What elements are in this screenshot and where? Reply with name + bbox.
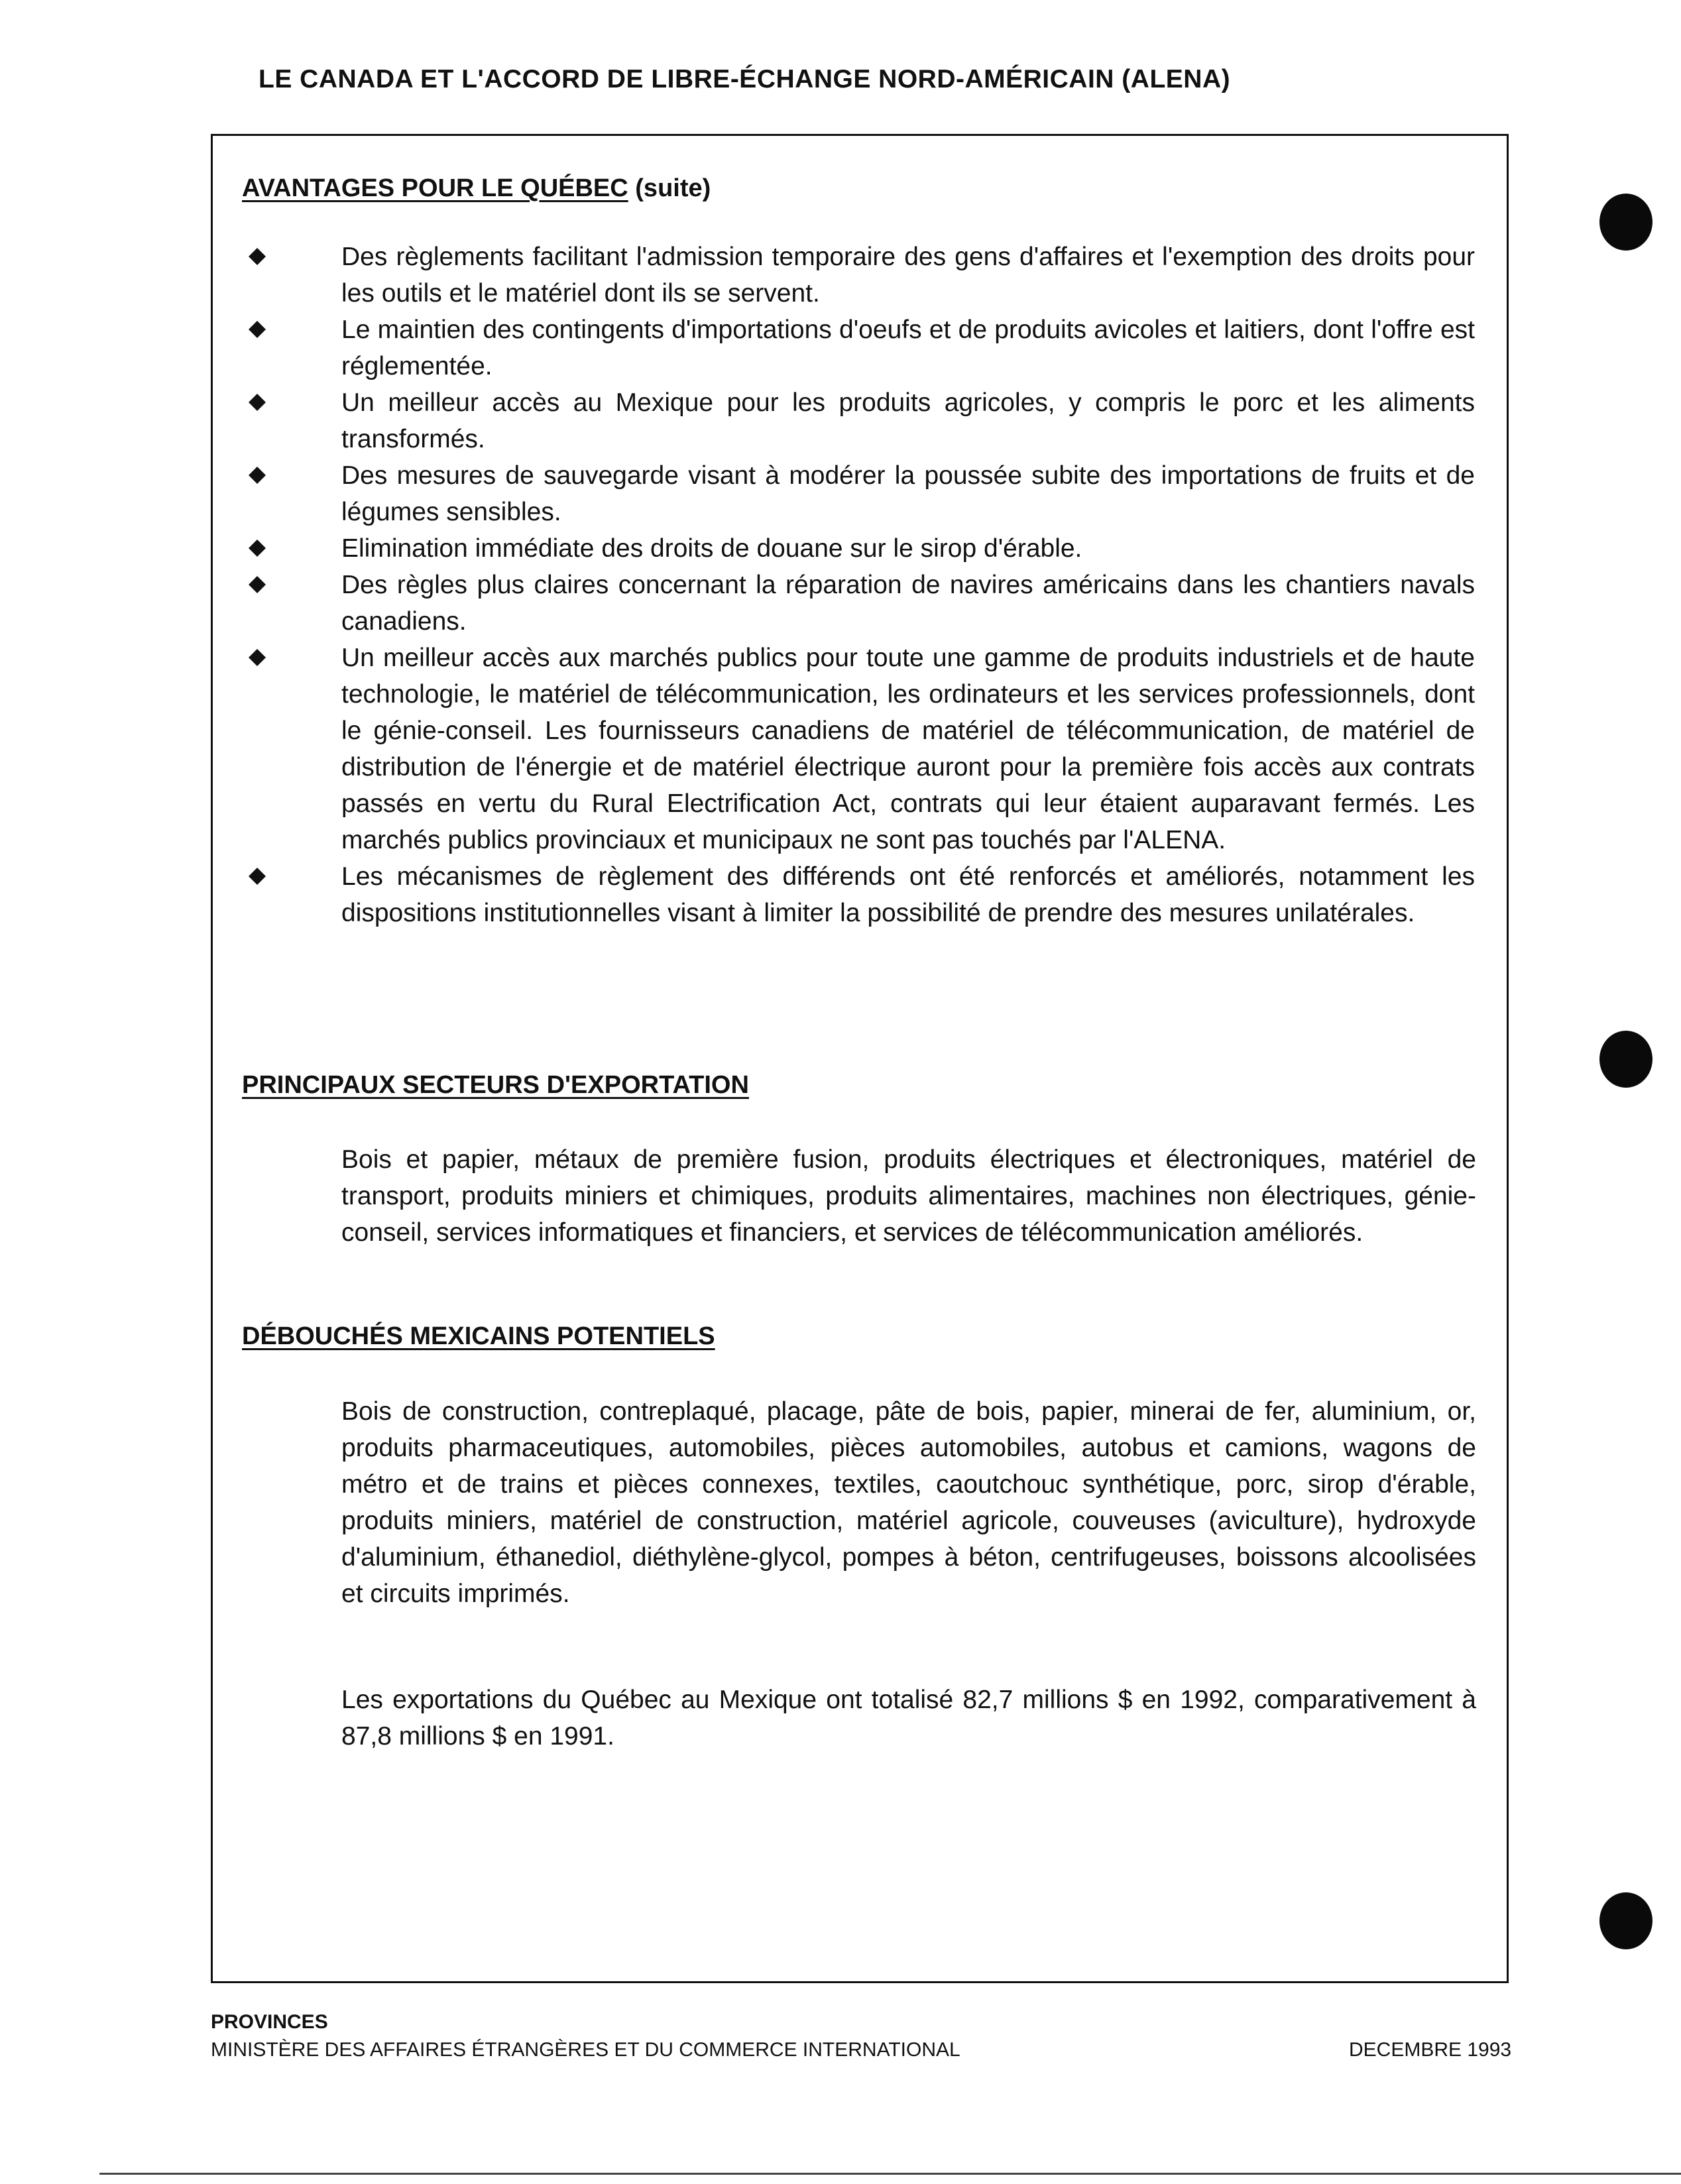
- list-item: [242, 457, 1475, 530]
- punch-hole-bottom: [1599, 1892, 1652, 1949]
- opportunities-heading-text: DÉBOUCHÉS MEXICAINS POTENTIELS: [242, 1322, 715, 1350]
- exports-paragraph: Bois et papier, métaux de première fusion, produits électriques et électroniques, matériel de transport, produits miniers et chimiques, produits alimentaires, machines non électriques, génie-conseil, services informatiques et financiers, et services de télécommunication améliorés.: [341, 1145, 1476, 1247]
- list-item-text: Un meilleur accès aux marchés publics pour toute une gamme de produits industriels et de haute technologie, le matériel de télécommunication, les ordinateurs et les services professionnels, dont le génie-conseil. Les fournisseurs canadiens de matériel de télécommunication, de matériel de distribution de l'énergie et de matériel électrique auront pour la première fois accès aux contrats passés en vertu du Rural Electrification Act, contrats qui leur étaient auparavant fermés. Les marchés publics provinciaux et municipaux ne sont pas touchés par l'ALENA.: [341, 644, 1475, 854]
- advantages-heading: [242, 174, 711, 203]
- list-item: [242, 239, 1475, 312]
- list-item: [242, 640, 1475, 858]
- opportunities-heading: [242, 1322, 715, 1351]
- list-item: [242, 312, 1475, 384]
- list-item: [242, 530, 1475, 567]
- advantages-list: [242, 239, 1475, 931]
- list-item-text: Les mécanismes de règlement des différends ont été renforcés et améliorés, notamment les dispositions institutionnelles visant à limiter la possibilité de prendre des mesures unilatérales.: [341, 862, 1475, 927]
- opportunities-paragraph: Bois de construction, contreplaqué, placage, pâte de bois, papier, minerai de fer, aluminium, or, produits pharmaceutiques, automobiles, pièces automobiles, autobus et camions, wagons de métro et de trains et pièces connexes, textiles, caoutchouc synthétique, porc, sirop d'érable, produits miniers, matériel de construction, matériel agricole, couveuses (aviculture), hydroxyde d'aluminium, éthanediol, diéthylène-glycol, pompes à béton, centrifugeuses, boissons alcoolisées et circuits imprimés.: [341, 1397, 1476, 1608]
- list-item: [242, 384, 1475, 457]
- punch-hole-top: [1599, 194, 1652, 251]
- footer-category: PROVINCES: [211, 2011, 328, 2033]
- exports-heading: [242, 1071, 749, 1100]
- list-item-text: Des mesures de sauvegarde visant à modérer la poussée subite des importations de fruits et de légumes sensibles.: [341, 461, 1475, 526]
- list-item-text: Elimination immédiate des droits de douane sur le sirop d'érable.: [341, 534, 1082, 563]
- diamond-bullet-icon: [249, 321, 266, 338]
- list-item-text: Le maintien des contingents d'importations d'oeufs et de produits avicoles et laitiers, dont l'offre est réglementée.: [341, 316, 1475, 380]
- list-item-text: Des règles plus claires concernant la réparation de navires américains dans les chantiers navals canadiens.: [341, 571, 1475, 636]
- diamond-bullet-icon: [249, 576, 266, 593]
- bottom-rule: [99, 2173, 1681, 2175]
- diamond-bullet-icon: [249, 649, 266, 666]
- diamond-bullet-icon: [249, 248, 266, 265]
- export-stats-paragraph: Les exportations du Québec au Mexique ont totalisé 82,7 millions $ en 1992, comparativement à 87,8 millions $ en 1991.: [341, 1686, 1476, 1751]
- list-item-text: Des règlements facilitant l'admission temporaire des gens d'affaires et l'exemption des droits pour les outils et le matériel dont ils se servent.: [341, 243, 1475, 308]
- list-item: [242, 858, 1475, 931]
- list-item: [242, 567, 1475, 640]
- diamond-bullet-icon: [249, 467, 266, 484]
- footer-date: DECEMBRE 1993: [1349, 2039, 1512, 2061]
- punch-hole-middle: [1599, 1031, 1652, 1088]
- list-item-text: Un meilleur accès au Mexique pour les produits agricoles, y compris le porc et les aliments transformés.: [341, 388, 1475, 453]
- diamond-bullet-icon: [249, 868, 266, 885]
- diamond-bullet-icon: [249, 394, 266, 411]
- exports-heading-text: PRINCIPAUX SECTEURS D'EXPORTATION: [242, 1071, 749, 1099]
- advantages-heading-text: AVANTAGES POUR LE QUÉBEC: [242, 174, 628, 202]
- diamond-bullet-icon: [249, 540, 266, 557]
- document-title: LE CANADA ET L'ACCORD DE LIBRE-ÉCHANGE NORD-AMÉRICAIN (ALENA): [259, 65, 1231, 93]
- advantages-heading-suffix: (suite): [635, 174, 711, 202]
- footer-ministry: MINISTÈRE DES AFFAIRES ÉTRANGÈRES ET DU COMMERCE INTERNATIONAL: [211, 2039, 960, 2061]
